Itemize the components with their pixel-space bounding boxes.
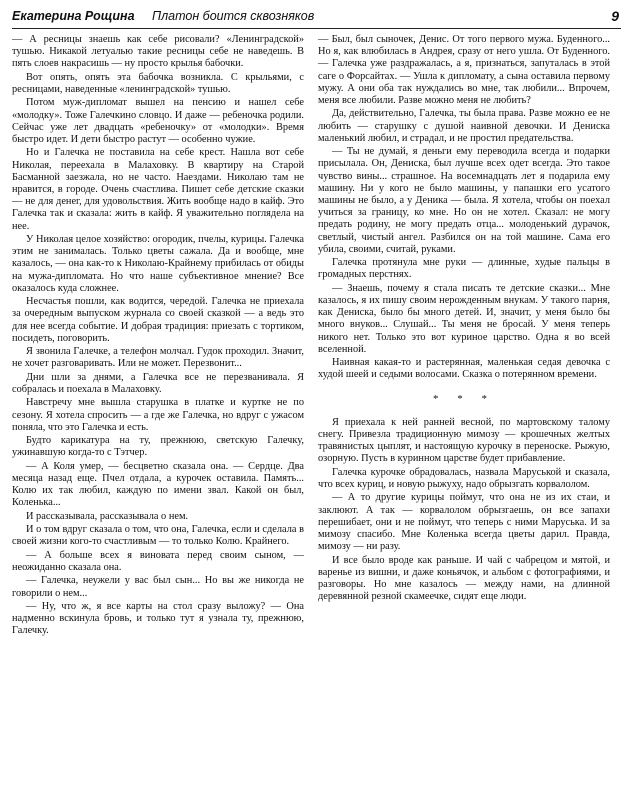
header-title: Платон боится сквозняков: [152, 9, 315, 23]
paragraph: — А Коля умер, — бесцветно сказала она. — Сердце. Два месяца назад еще. Пчел отдала, а курочек оставила. Память... Колю их так любил, каждую по имени звал. Какой он был, Коленька...: [12, 460, 304, 509]
paragraph: Дни шли за днями, а Галечка все не перезванивала. Я собралась и поехала в Малаховку.: [12, 371, 304, 395]
paragraph: Несчастья пошли, как водится, чередой. Галечка не приехала за очередным выпуском журнала со своей сказкой — а ведь это для нее всегда событие. И добрая традиция: приезать с тортиком, посидеть, поговорить.: [12, 296, 304, 344]
running-header: [12, 6, 621, 29]
paragraph: Галечка протянула мне руки — длинные, худые пальцы в громадных перстнях.: [318, 257, 610, 281]
paragraph: У Николая целое хозяйство: огородик, пчелы, курицы. Галечка этим не занималась. Только цветы сажала. Да и вообще, мне казалось, — она как-то к Николаю-Крайнему прибилась от обиды на мужа-дипломата. Но что наше субъективное мнение? Все оказалось куда сложнее.: [12, 234, 304, 294]
paragraph: — А ресницы знаешь как себе рисовали? «Ленинградской» тушью. Никакой летуалью такие ресницы себе не наведешь. В пять слоев накрасишь — ну просто крылья бабочки.: [12, 34, 304, 70]
paragraph: Я приехала к ней ранней весной, по мартовскому талому снегу. Привезла традиционную мимозу — крошечных желтых травянистых цыплят, и настоящую курочку в переноске. Рыжую, озорную. Пусть в куринном царстве будет прибавление.: [318, 416, 610, 465]
paragraph: И о том вдруг сказала о том, что она, Галечка, если и сделала в своей жизни кого-то счастливым — то только Колю. Крайнего.: [12, 524, 304, 548]
paragraph: Да, действительно, Галечка, ты была права. Разве можно ее не любить — старушку с душой наивной девочки. И Дениска маленький любил, и страдал, и не простил предательства.: [318, 108, 610, 144]
section-break: * * *: [433, 392, 495, 405]
right-column: [318, 34, 610, 605]
paragraph: Навстречу мне вышла старушка в платке и куртке не по сезону. Я хотела спросить — а где же Галечка, но вдруг с ужасом поняла, что это Галечка и есть.: [12, 397, 304, 433]
paragraph: — А больше всех я виновата перед своим сыном, — неожиданно сказала она.: [12, 549, 304, 573]
header-author: Екатерина Рощина: [12, 9, 135, 23]
paragraph: Я звонила Галечке, а телефон молчал. Гудок проходил. Значит, не хочет разговаривать. Или не может. Перезвонит...: [12, 346, 304, 370]
paragraph: Но и Галечка не поставила на себе крест. Нашла вот себе Николая, переехала в Малаховку. В квартиру на Старой Басманной заезжала, но не часто. Наездами. Николаю там не нравится, в городе. Очень счастлива. Пишет себе детские сказки — не для денег, для удовольствия. Жить вообще надо в кайф. Это Галечка так и сказала: жить в кайф. Я уважительно поглядела на нее.: [12, 147, 304, 232]
paragraph: — А то другие курицы поймут, что она не из их стаи, и заклюют. А так — корвалолом обрызгаешь, он все запахи перешибает, они и не поймут, что теперь с ними Маруська. И за мимозу спасибо. Мне Коленька всегда цветы дарил. Правда, мимозу — ни разу.: [318, 492, 610, 553]
paragraph: Вот опять, опять эта бабочка возникла. С крыльями, с ресницами, наведенные «ленинградской» тушью.: [12, 71, 304, 95]
paragraph: — Знаешь, почему я стала писать те детские сказки... Мне казалось, я их пишу своим нерожденным внукам. У такого парня, как Дениска, было бы много детей. И, значит, у меня было бы много внуков... Слушай... Ты меня не бросай. У меня теперь никого нет. Только это вот куриное царство. Одна я во всей вселенной.: [318, 282, 610, 355]
paragraph: — Ты не думай, я деньги ему переводила всегда и подарки присылала. Он, Дениска, был лучше всех одет всегда. Это такое чувство вины... страшное. На восемнадцать лет я подарила ему машину. Ни у кого не было машины, у папашки его усатого машины не было, а у Деника — была. Я хотела, чтобы он поехал учиться за границу, ко мне. Но он не хотел. Сказал: не могу предать родину, не могу предать отца... молоденький дурачок, светлый, чистый ангел. Разбился он на той машине. Сама его убила, своими, считай, руками.: [318, 146, 610, 255]
paragraph: Наивная какая-то и растерянная, маленькая седая девочка с худой шеей и седыми волосами. Сказка о потерянном времени.: [318, 357, 610, 381]
paragraph: Галечка курочке обрадовалась, назвала Маруськой и сказала, что всех куриц, и новую рыжуху, надо обрызгать корвалолом.: [318, 466, 610, 491]
paragraph: — Ну, что ж, я все карты на стол сразу выложу? — Она надменно вскинула бровь, и только тут я узнала ту, прежнюю, Галечку.: [12, 600, 304, 637]
page-number: 9: [611, 8, 619, 24]
paragraph: — Был, был сыночек, Денис. От того первого мужа. Буденного... Но я, как влюбилась в Андрея, сразу от него ушла. От Буденного. — Галечка уже раздражалась, а я, признаться, запуталась в этой саге о Форсайтах. — Ушла к дипломату, а сына оставила первому мужу. А они оба так нуждались во мне, так любили... Впрочем, меня все любили. Разве можно меня не любить?: [318, 34, 610, 107]
paragraph: Потом муж-дипломат вышел на пенсию и нашел себе «молодку». Тоже Галечкино словцо. И даже — ребеночка родили. Сейчас уже лет двадцать «ребеночку» от «молодки». Время быстро идет. И дети быстро растут — особенно чужие.: [12, 97, 304, 145]
paragraph: Будто карикатура на ту, прежнюю, светскую Галечку, ужинавшую когда-то с Тэтчер.: [12, 435, 304, 459]
paragraph: И рассказывала, рассказывала о нем.: [26, 510, 189, 522]
left-column: [12, 34, 304, 639]
paragraph: И все было вроде как раньше. И чай с чабрецом и мятой, и варенье из вишни, и даже коньячок, и альбом с фотографиями, и разговоры. Но мне казалось — между нами, на длинной деревянной резной скамеечке, сидят еще люди.: [318, 554, 610, 603]
paragraph: — Галечка, неужели у вас был сын... Но вы же никогда не говорили о нем...: [12, 575, 304, 599]
